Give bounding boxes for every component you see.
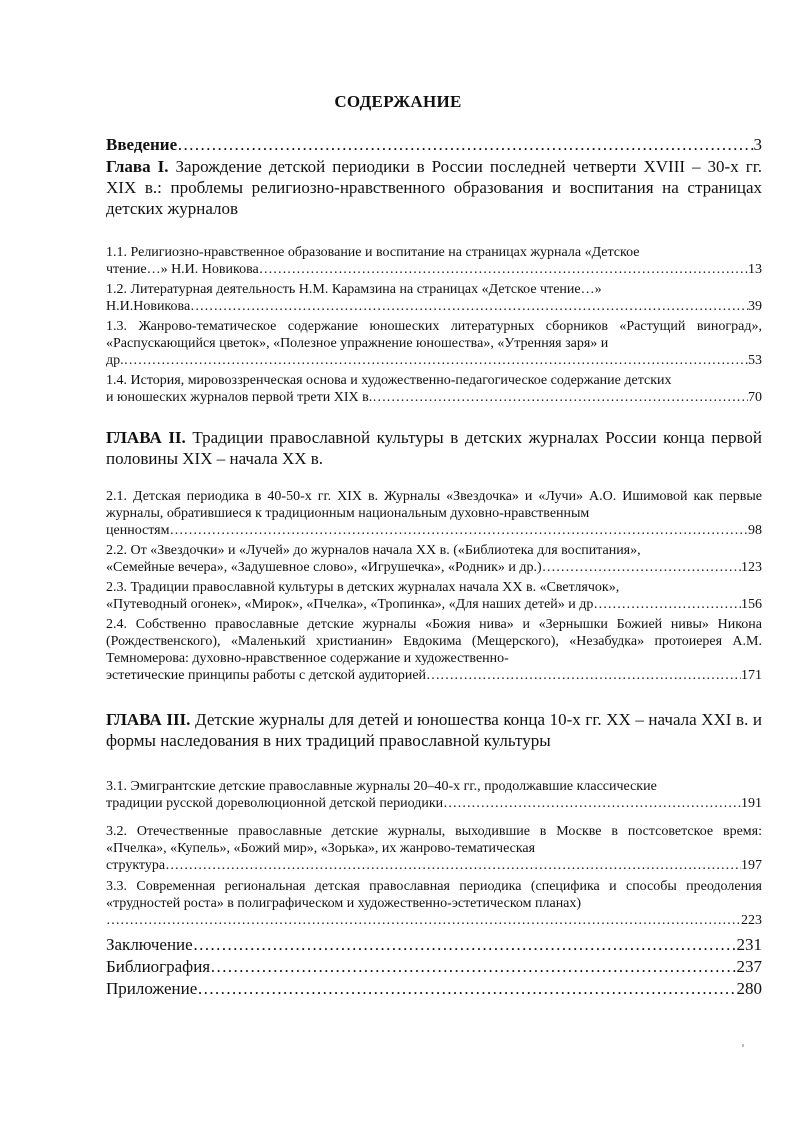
chapter-1-text: Зарождение детской периодики в России последней четверти XVIII – 30-х гг. XIX в.: проблемы религиозно-нравственного образования и воспитания на страницах детских журналов [106,157,762,218]
entry-last-line: и юношеских журналов первой трети XIX в. [106,390,373,405]
endmatter-page: 231 [736,935,762,954]
leader-dots [372,389,748,406]
toc-entry-2-2 [106,542,762,576]
entry-text: 2.1. Детская периодика в 40-50-х гг. XIX в. Журналы «Звездочка» и «Лучи» А.О. Ишимовой как первые журналы, обратившиеся к традиционным национальным духовно-нравственным [106,489,762,521]
entry-last-line: ценностям [106,523,170,538]
entry-page: 156 [741,597,762,612]
leader-dots [426,667,741,684]
intro-label: Введение [106,135,178,154]
chapter-2-heading [106,427,762,469]
leader-dots [443,795,741,812]
toc-entry-1-3 [106,318,762,369]
entry-last-line: «Путеводный огонек», «Мирок», «Пчелка», «Тропинка», «Для наших детей» и др [106,597,594,612]
entry-page: 70 [748,390,762,405]
entry-page: 13 [748,262,762,277]
entry-page: 39 [748,299,762,314]
chapter-3-text: Детские журналы для детей и юношества конца 10-х гг. XX – начала XXI в. и формы наследования в них традиций православной культуры [106,710,763,750]
entry-page: 53 [748,353,762,368]
endmatter-label: Заключение [106,935,193,954]
entry-text: 3.1. Эмигрантские детские православные журналы 20–40-х гг., продолжавшие классические [106,779,657,794]
entry-page: 171 [741,668,762,683]
entry-last-line: др. [106,353,124,368]
entry-page: 98 [748,523,762,538]
entry-page: 123 [741,560,762,575]
leader-dots [259,261,748,278]
endmatter-label: Приложение [106,979,198,998]
toc-entry-intro [106,134,762,155]
leader-dots [124,352,748,369]
toc-entry-1-4 [106,372,762,406]
leader-dots [170,522,749,539]
entry-text: 1.3. Жанрово-тематическое содержание юношеских литературных сборников «Растущий виноград», «Распускающийся цветок», «Полезное упражнение юношества», «Утренняя заря» и [106,319,762,351]
entry-text: 3.3. Современная региональная детская православная периодика (специфика и способы преодоления «трудностей роста» в полиграфическом и художественно-эстетическом планах) [106,879,762,911]
entry-text: 2.3. Традиции православной культуры в детских журналах начала XX в. «Светлячок», [106,580,620,595]
toc-entry-3-2 [106,823,762,874]
leader-dots [542,559,741,576]
toc-entry-3-1 [106,778,762,812]
entry-text: 2.4. Собственно православные детские журналы «Божия нива» и «Зернышки Божией нивы» Никона (Рождественского), «Маленький христианин» Евдокима (Мещерского), «Незабудка» протоиерея А.М. Темномерова: духовно-нравственное содержание и художественно- [106,617,762,666]
toc-entry-2-3 [106,579,762,613]
entry-last-line: эстетические принципы работы с детской аудиторией [106,668,427,683]
intro-page: 3 [753,135,762,154]
leader-dots [193,934,737,955]
leader-dots [177,134,753,155]
leader-dots [106,912,741,929]
toc-entry-conclusion [106,934,762,955]
chapter-1-label: Глава I. [106,157,169,176]
toc-entry-bibliography [106,956,762,977]
entry-last-line: традиции русской дореволюционной детской периодики [106,796,444,811]
chapter-3-heading [106,709,762,751]
leader-dots [165,857,741,874]
entry-last-line: структура [106,858,166,873]
scan-speck [742,1044,744,1047]
toc-entry-2-1 [106,488,762,539]
toc-entry-3-3 [106,878,762,929]
toc-entry-1-1 [106,244,762,278]
entry-last-line: «Семейные вечера», «Задушевное слово», «Игрушечка», «Родник» и др.) [106,560,542,575]
entry-page: 191 [741,796,762,811]
leader-dots [197,978,736,999]
endmatter-page: 237 [736,957,762,976]
page-title: СОДЕРЖАНИЕ [334,92,462,111]
leader-dots [190,298,748,315]
chapter-2-text: Традиции православной культуры в детских журналах России конца первой половины XIX – начала XX в. [106,428,762,468]
entry-text: 1.4. История, мировоззренческая основа и художественно-педагогическое содержание детских [106,373,672,388]
toc-entry-appendix [106,978,762,999]
endmatter-label: Библиография [106,957,211,976]
toc-entry-1-2 [106,281,762,315]
entry-text: 1.1. Религиозно-нравственное образование и воспитание на страницах журнала «Детское [106,245,640,260]
toc-entry-2-4 [106,616,762,684]
leader-dots [210,956,736,977]
entry-page: 197 [741,858,762,873]
entry-last-line: Н.И.Новикова [106,299,191,314]
leader-dots [593,596,741,613]
entry-text: 2.2. От «Звездочки» и «Лучей» до журналов начала XX в. («Библиотека для воспитания», [106,543,641,558]
entry-text: 1.2. Литературная деятельность Н.М. Карамзина на страницах «Детское чтение…» [106,282,602,297]
chapter-1-heading [106,156,762,219]
entry-last-line: чтение…» Н.И. Новикова [106,262,259,277]
chapter-3-label: ГЛАВА III. [106,710,191,729]
endmatter-page: 280 [736,979,762,998]
entry-page: 223 [741,913,762,928]
entry-text: 3.2. Отечественные православные детские журналы, выходившие в Москве в постсоветское время: «Пчелка», «Купель», «Божий мир», «Зорька», их жанрово-тематическая [106,824,762,856]
chapter-2-label: ГЛАВА II. [106,428,186,447]
